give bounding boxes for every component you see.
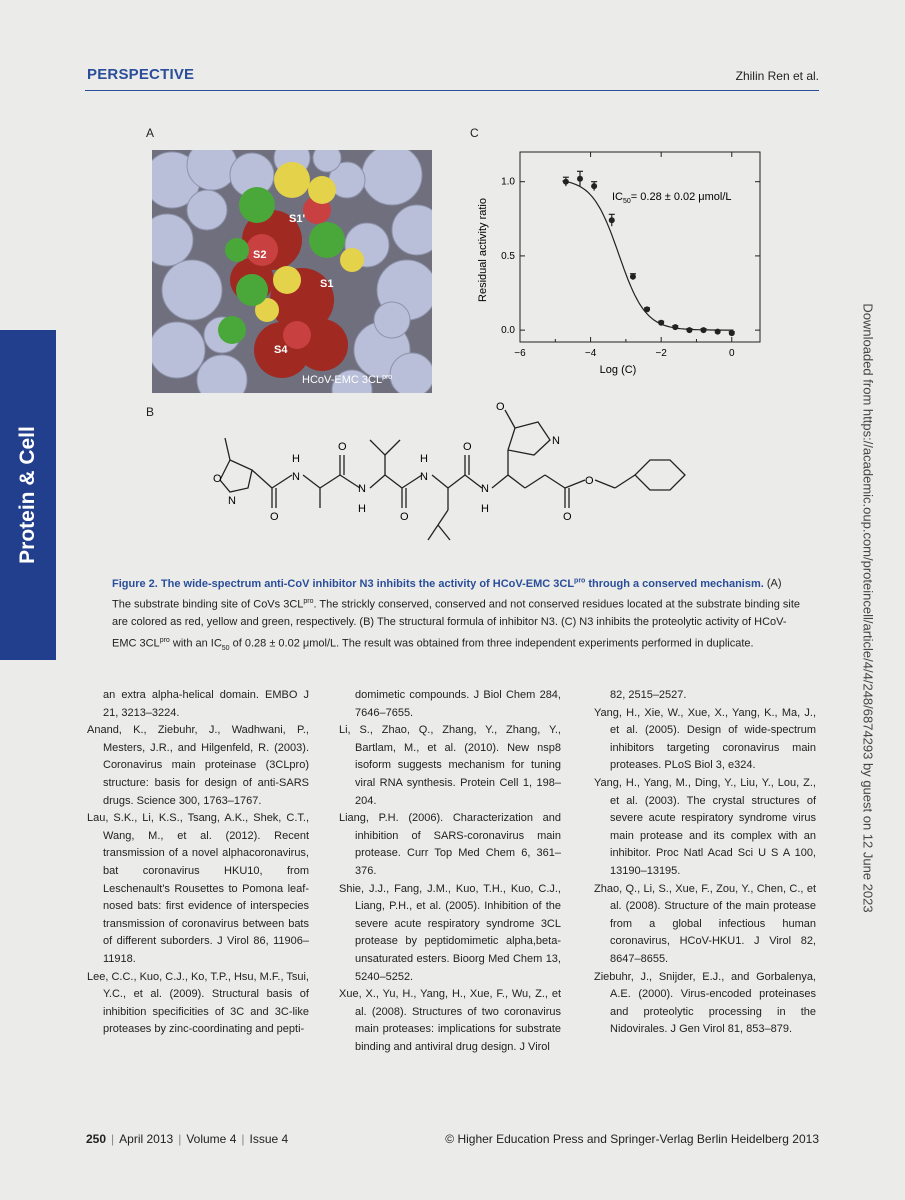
reference-column-1 xyxy=(87,687,309,1039)
n3-structural-formula xyxy=(200,400,720,550)
y-tick-label: 0.5 xyxy=(501,250,515,262)
copyright: © Higher Education Press and Springer-Verlag Berlin Heidelberg 2013 xyxy=(445,1132,819,1146)
panel-c-label: C xyxy=(470,126,479,140)
reference-entry: domimetic compounds. J Biol Chem 284, 7646–7655. xyxy=(355,689,561,719)
data-point xyxy=(577,176,583,182)
reference-entry: 82, 2515–2527. xyxy=(610,689,687,701)
atom-label: O xyxy=(496,401,505,413)
issue-date: April 2013 xyxy=(119,1132,174,1146)
running-authors: Zhilin Ren et al. xyxy=(735,69,819,83)
y-axis-label: Residual activity ratio xyxy=(477,198,489,302)
panel-a-label: A xyxy=(146,126,155,140)
reference-entry: Li, S., Zhao, Q., Zhang, Y., Zhang, Y., Bartlam, M., et al. (2010). New nsp8 isoform suggests mechanism for tuning viral RNA synthesis. Protein Cell 1, 198–204. xyxy=(339,724,561,807)
atom-label: O xyxy=(213,473,222,485)
x-tick-label: −2 xyxy=(655,348,667,359)
dose-response-chart xyxy=(470,140,770,380)
page-number: 250 xyxy=(86,1132,107,1146)
volume: Volume 4 xyxy=(186,1132,237,1146)
header-rule xyxy=(85,90,819,91)
atom-label: N xyxy=(228,495,236,507)
reference-entry: Lee, C.C., Kuo, C.J., Ko, T.P., Hsu, M.F., Tsui, Y.C., et al. (2009). Structural basis of inhibition specificities of 3C and 3C-like proteases by zinc-coordinating and pepti- xyxy=(87,970,309,1036)
caption-title: Figure 2. The wide-spectrum anti-CoV inhibitor N3 inhibits the activity of HCoV-EMC $3CL^{pro}$ through a conserved mechanism. xyxy=(112,577,764,590)
panel-a-inset-label: HCoV-EMC $3CL^{pro}$ xyxy=(302,374,393,386)
data-point xyxy=(729,330,735,336)
journal-side-tab-label: Protein & Cell xyxy=(16,426,39,564)
figure-caption: Figure 2. The wide-spectrum anti-CoV inhibitor N3 inhibits the activity of HCoV-EMC $3CL^{pro}$ through a conserved mechanism. (A) The substrate binding site of CoVs $3CL^{pro}$. The strickly conserved, conserved and not conserved residues located at the substrate binding site are colored as red, yellow and green, respectively. (B) The structural formula of inhibitor N3. (C) N3 inhibits the proteolytic activity of HCoV-EMC $3CL^{pro}$ with an $IC_{50}$ of 0.28 ± 0.02 μmol/L. The result was obtained from three independent experiments performed in duplicate. xyxy=(112,577,801,652)
atom-label: N xyxy=(481,483,489,495)
data-point xyxy=(563,179,569,185)
x-axis-label: Log (C) xyxy=(599,364,637,376)
atom-label: H xyxy=(420,453,428,465)
section-header: PERSPECTIVE xyxy=(87,66,195,83)
data-point xyxy=(591,183,597,189)
data-point xyxy=(672,324,678,330)
atom-label: H xyxy=(481,503,489,515)
y-tick-label: 0.0 xyxy=(501,325,515,337)
reference-entry: Lau, S.K., Li, K.S., Tsang, A.K., Shek, C.T., Wang, M., et al. (2012). Recent transmission of a novel alphacoronavirus, bat coronavirus HKU10, from Leschenault's Rousettes to Pomona leaf-nosed bats: first evidence of interspecies transmission of coronavirus between bats of different suborders. J Virol 86, 11906–11918. xyxy=(87,812,309,965)
x-tick-label: −4 xyxy=(584,348,597,359)
atom-label: O xyxy=(463,441,472,453)
data-point xyxy=(644,306,650,312)
atom-label: O xyxy=(338,441,347,453)
data-point xyxy=(658,320,664,326)
data-point xyxy=(686,327,692,333)
atom-label: N xyxy=(420,471,428,483)
reference-column-2 xyxy=(339,687,561,1056)
reference-entry: Yang, H., Yang, M., Ding, Y., Liu, Y., Lou, Z., et al. (2003). The crystal structures of severe acute respiratory syndrome virus main protease and its complex with an inhibitor. Proc Natl Acad Sci U S A 100, 13190–13195. xyxy=(594,776,816,877)
panel-b-label: B xyxy=(146,405,155,419)
reference-entry: Shie, J.J., Fang, J.M., Kuo, T.H., Kuo, C.J., Liang, P.H., et al. (2005). Inhibition of the severe acute respiratory syndrome 3CL protease by peptidomimetic alpha,beta-unsaturated esters. Bioorg Med Chem 13, 5240–5252. xyxy=(339,882,561,983)
reference-entry: an extra alpha-helical domain. EMBO J 21, 3213–3224. xyxy=(103,689,309,719)
caption-body: (A) The substrate binding site of CoVs 3CL xyxy=(112,577,782,611)
reference-entry: Anand, K., Ziebuhr, J., Wadhwani, P., Mesters, J.R., and Hilgenfeld, R. (2003). Coronavirus main proteinase (3CLpro) structure: basis for design of anti-SARS drugs. Science 300, 1763–1767. xyxy=(87,724,309,807)
y-tick-label: 1.0 xyxy=(501,176,515,188)
reference-entry: Liang, P.H. (2006). Characterization and inhibition of SARS-coronavirus main protease. Curr Top Med Chem 6, 361–376. xyxy=(339,812,561,877)
data-point xyxy=(715,329,721,335)
atom-label: H xyxy=(292,453,300,465)
reference-entry: Yang, H., Xie, W., Xue, X., Yang, K., Ma, J., et al. (2005). Design of wide-spectrum inhibitors targeting coronavirus main proteases. PLoS Biol 3, e324. xyxy=(594,706,816,772)
atom-label: O xyxy=(563,511,572,523)
atom-label: O xyxy=(585,475,594,487)
data-point xyxy=(701,327,707,333)
site-label-s1prime: S1' xyxy=(289,213,306,225)
page-footer: 250 | April 2013 | Volume 4 | Issue 4 xyxy=(86,1132,289,1146)
atom-label: O xyxy=(400,511,409,523)
site-label-s1: S1 xyxy=(320,278,334,290)
data-point xyxy=(609,217,615,223)
atom-label: N xyxy=(552,435,560,447)
reference-column-3 xyxy=(594,687,816,1039)
ic50-annotation: $IC_{50}= 0.28 \pm 0.02$ μmol/L xyxy=(612,191,732,205)
data-point xyxy=(630,274,636,280)
site-label-s4: S4 xyxy=(274,344,288,356)
plot-frame xyxy=(520,152,760,342)
atom-label: H xyxy=(358,503,366,515)
reference-entry: Ziebuhr, J., Snijder, E.J., and Gorbalenya, A.E. (2000). Virus-encoded proteinases and proteolytic processing in the Nidovirales. J Gen Virol 81, 853–879. xyxy=(594,970,816,1036)
reference-entry: Xue, X., Yu, H., Yang, H., Xue, F., Wu, Z., et al. (2008). Structures of two coronavirus main proteases: implications for substrate binding and antiviral drug design. J Virol xyxy=(339,988,561,1053)
site-label-s2: S2 xyxy=(253,249,267,261)
reference-entry: Zhao, Q., Li, S., Xue, F., Zou, Y., Chen, C., et al. (2008). Structure of the main protease from a global infectious human coronavirus, HCoV-HKU1. J Virol 82, 8647–8655. xyxy=(594,882,816,965)
atom-label: N xyxy=(292,471,300,483)
x-tick-label: 0 xyxy=(728,348,735,359)
download-watermark: Downloaded from https://academic.oup.com/proteincell/article/4/4/248/6874293 by guest on 12 June 2023 xyxy=(860,303,876,913)
issue: Issue 4 xyxy=(249,1132,289,1146)
atom-label: O xyxy=(270,511,279,523)
panel-a-structure-image xyxy=(152,150,432,393)
x-tick-label: −6 xyxy=(514,348,526,359)
atom-label: N xyxy=(358,483,366,495)
